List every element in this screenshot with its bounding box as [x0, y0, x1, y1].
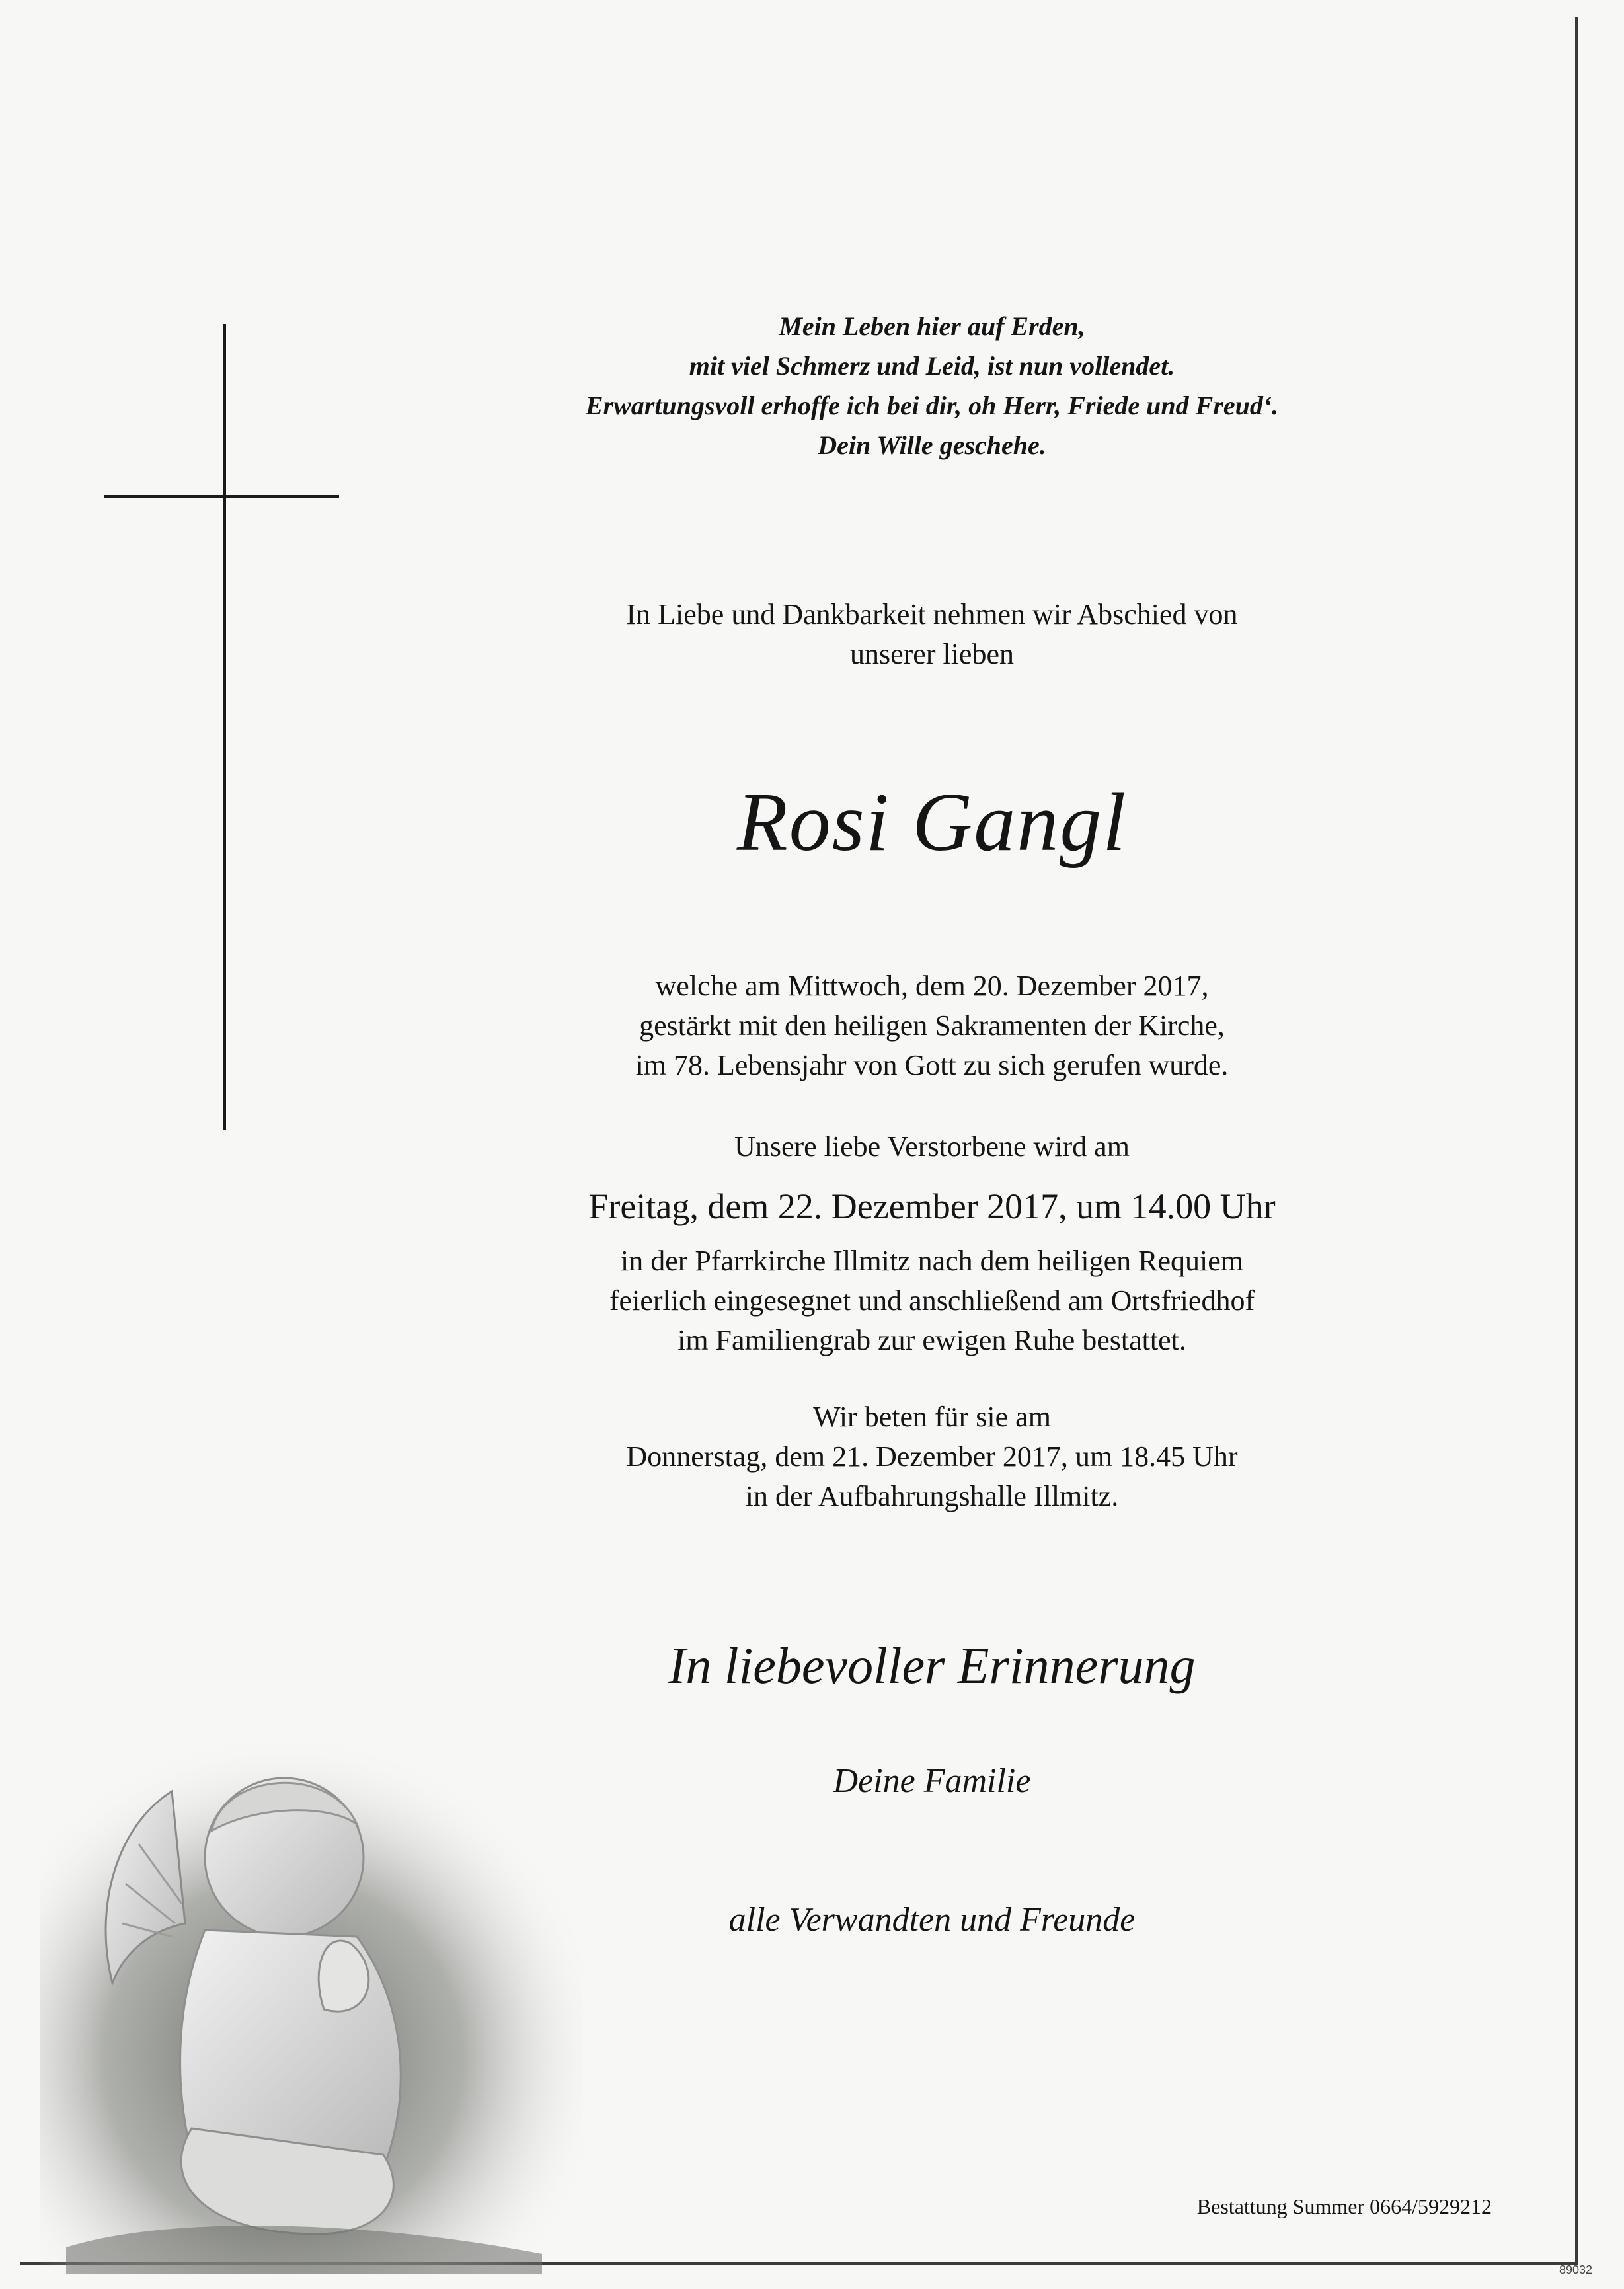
- deceased-name: Rosi Gangl: [736, 777, 1128, 869]
- intro-line: unserer lieben: [850, 638, 1014, 670]
- funeral-home-contact: Bestattung Summer 0664/5929212: [1196, 2194, 1492, 2218]
- prayer-line: Wir beten für sie am: [813, 1401, 1051, 1433]
- prayer-info: [410, 1397, 1454, 1516]
- verse-line: mit viel Schmerz und Leid, ist nun vollendet.: [689, 351, 1175, 381]
- funeral-line: im Familiengrab zur ewigen Ruhe bestattet.: [677, 1324, 1186, 1356]
- cross-icon-horizontal: [104, 495, 339, 498]
- details-line: gestärkt mit den heiligen Sakramenten der Kirche,: [639, 1009, 1225, 1042]
- verse-line: Erwartungsvoll erhoffe ich bei dir, oh Herr, Friede und Freud‘.: [585, 391, 1279, 420]
- relatives-signature: alle Verwandten und Freunde: [728, 1901, 1136, 1939]
- death-details: [410, 966, 1454, 1085]
- family-signature: Deine Familie: [833, 1762, 1031, 1800]
- details-line: welche am Mittwoch, dem 20. Dezember 2017,: [655, 970, 1209, 1002]
- bible-verse: [410, 307, 1454, 465]
- verse-line: Mein Leben hier auf Erden,: [779, 311, 1085, 341]
- intro-text: [410, 595, 1454, 674]
- verse-line: Dein Wille geschehe.: [818, 430, 1046, 460]
- funeral-line: in der Pfarrkirche Illmitz nach dem heiligen Requiem: [620, 1245, 1243, 1277]
- funeral-date: Freitag, dem 22. Dezember 2017, um 14.00 Uhr: [588, 1186, 1276, 1226]
- angel-statue-image: [40, 1732, 582, 2274]
- prayer-line: in der Aufbahrungshalle Illmitz.: [745, 1480, 1119, 1512]
- details-line: im 78. Lebensjahr von Gott zu sich gerufen wurde.: [635, 1049, 1229, 1081]
- cross-icon-vertical: [223, 324, 226, 1130]
- prayer-line: Donnerstag, dem 21. Dezember 2017, um 18.45 Uhr: [626, 1440, 1238, 1473]
- intro-line: In Liebe und Dankbarkeit nehmen wir Abschied von: [626, 598, 1238, 631]
- remembrance-heading: In liebevoller Erinnerung: [668, 1637, 1196, 1694]
- print-code: 89032: [1559, 2263, 1592, 2276]
- funeral-notice: Unsere liebe Verstorbene wird am: [734, 1130, 1130, 1163]
- funeral-line: feierlich eingesegnet und anschließend am Ortsfriedhof: [609, 1284, 1255, 1317]
- funeral-text: [410, 1241, 1454, 1360]
